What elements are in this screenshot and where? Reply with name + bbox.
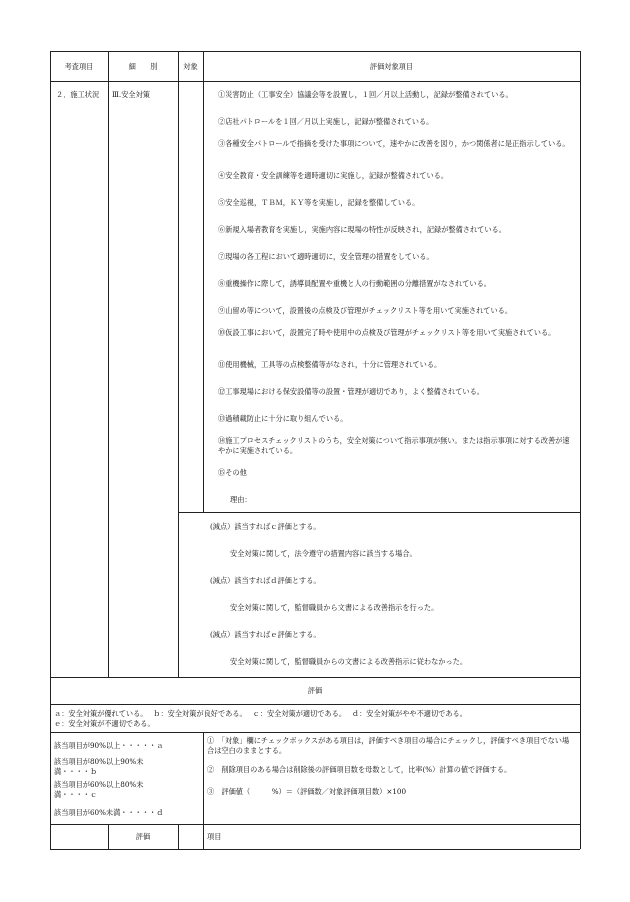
criterion-14: ⑭施工プロセスチェックリストのうち，安全対策について指示事項が無い。または指示事項に対する改善が速やかに実施されている。 [218,436,570,455]
detail-label: Ⅲ.安全対策 [112,90,150,99]
header-bottom-border [50,81,580,82]
col-item-divider [108,51,109,677]
threshold-d: 該当項目が60%未満・・・・・ｄ [54,808,164,817]
footer-divider-2 [178,824,179,849]
col-target-divider [203,51,204,512]
header-eval: 評価対象項目 [369,62,414,71]
deduction-c-text: 安全対策に関して，法令遵守の措置内容に該当する場合。 [230,549,417,558]
deduction-e-title: (減点）該当すればｅ評価とする。 [210,630,321,639]
table-top-border [50,51,580,52]
criterion-5: ⑤安全巡視，ＴＢＭ，ＫＹ等を実施し，記録を整備している。 [218,198,420,207]
eval-title: 評価 [307,686,323,695]
header-item: 考査項目 [64,62,94,71]
note-1: ① 「対象」欄にチェックボックスがある項目は，評価すべき項目の場合にチェックし，評価すべき項目でない場合は空白のままとする。 [207,736,570,755]
table-right-border [580,51,581,849]
criterion-4: ④安全教育・安全訓練等を適時適切に実施し，記録が整備されている。 [218,171,449,180]
criterion-7: ⑦現場の各工程において適時適切に，安全管理の措置をしている。 [218,252,434,261]
deduction-c-title: (減点）該当すればｃ評価とする。 [210,522,321,531]
grades-line-2: ｅ：安全対策が不適切である。 [54,719,155,728]
deduction-d-title: (減点）該当すればｄ評価とする。 [210,576,321,585]
deduction-e-text: 安全対策に関して，監督職員からの文書による改善指示に従わなかった。 [230,657,468,666]
note-2: ② 削除項目のある場合は削除後の評価項目数を母数として，比率(%）計算の値で評価する。 [207,765,512,774]
criterion-9: ⑨山留め等について，設置後の点検及び管理がチェックリスト等を用いて実施されている。 [218,306,513,315]
reason-label: 理由： [230,495,252,504]
criterion-15: ⑮その他 [218,468,247,477]
threshold-a: 該当項目が90%以上・・・・・ａ [54,741,164,750]
grades-line-1: ａ：安全対策が優れている。 ｂ：安全対策が良好である。 ｃ：安全対策が適切である。 ｄ：安全対策がやや不適切である。 [54,709,467,718]
item-label: ２．施工状況 [56,90,100,99]
criterion-6: ⑥新規入場者教育を実施し，実施内容に現場の特性が反映され，記録が整備されている。 [218,225,506,234]
deduction-d-text: 安全対策に関して，監督職員から文書による改善指示を行った。 [230,603,439,612]
notes-border [50,824,580,825]
main-bottom-border [50,677,580,678]
criterion-10: ⑩仮設工事において，設置完了時や使用中の点検及び管理がチェックリスト等を用いて実施されている。 [218,328,556,337]
criterion-3: ③各種安全パトロールで指摘を受けた事項について，速やかに改善を図り，かつ関係者に是正指示している。 [218,139,570,148]
criterion-11: ⑪使用機械，工具等の点検整備等がなされ，十分に管理されている。 [218,360,442,369]
header-target: 対象 [183,62,198,71]
col-detail-divider [178,51,179,677]
eval-title-border [50,704,580,705]
criterion-12: ⑫工事現場における保安設備等の設置・管理が適切であり，よく整備されている。 [218,387,484,396]
criterion-13: ⑬過積載防止に十分に取り組んでいる。 [218,414,348,423]
note-3: ③ 評価値（ %）＝（評価数／対象評価項目数）×100 [207,787,407,796]
footer-eval-label: 評価 [135,832,151,841]
notes-left-divider [203,732,204,849]
table-bottom-border [50,849,580,850]
criterion-2: ②店社パトロールを１回／月以上実施し，記録が整備されている。 [218,117,434,126]
grades-border [50,732,580,733]
header-detail: 細 別 [128,62,158,71]
criterion-1: ①災害防止（工事安全）協議会等を設置し，１回／月以上活動し，記録が整備されている。 [218,90,513,99]
threshold-c: 該当項目が60%以上80%未満・・・・ｃ [54,780,144,799]
criterion-8: ⑧重機操作に際して，誘導員配置や重機と人の行動範囲の分離措置がなされている。 [218,279,491,288]
threshold-b: 該当項目が80%以上90%未満・・・・ｂ [54,757,144,776]
deduction-top-border [178,512,580,513]
footer-item-label: 項目 [207,832,222,841]
table-left-border [50,51,51,849]
